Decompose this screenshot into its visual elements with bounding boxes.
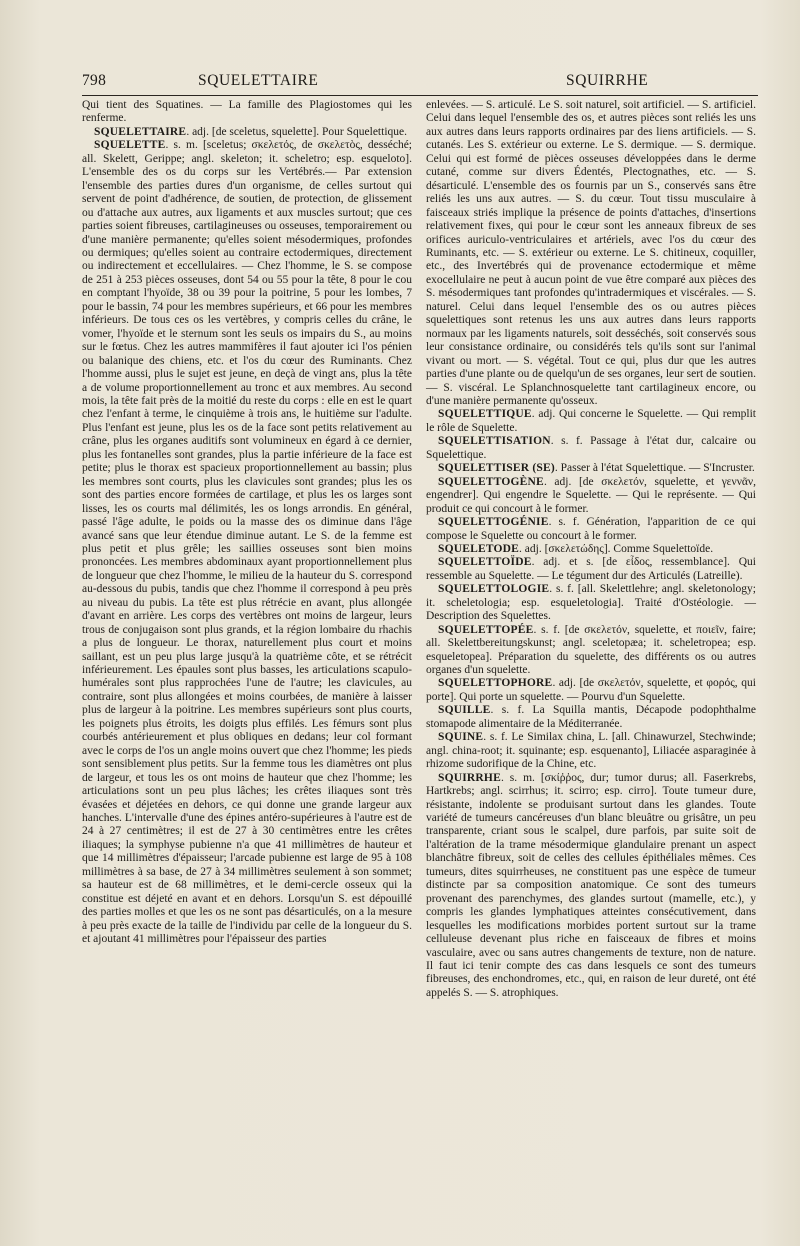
- entry-headword: SQUELETTE: [94, 139, 166, 152]
- entry-squelettologie: SQUELETTOLOGIE. s. f. [all. Skelettlehre; angl. skeletonology; it. scheletologia; esp. esqueletologia]. Traité d'Ostéologie. — Description des Squelettes.: [426, 583, 756, 623]
- entry-squelettisation: SQUELETTISATION. s. f. Passage à l'état dur, calcaire ou Squelettique.: [426, 435, 756, 461]
- entry-squelettogenie: SQUELETTOGÉNIE. s. f. Génération, l'apparition de ce qui compose le Squelette ou concourt à le former.: [426, 516, 756, 542]
- entry-headword: SQUELETTOLOGIE: [438, 583, 550, 596]
- entry-headword: SQUIRRHE: [438, 771, 501, 784]
- right-column: [426, 99, 756, 1000]
- page-number: 798: [82, 72, 107, 89]
- entry-squelettophore: SQUELETTOPHORE. adj. [de σκελετόν, squelette, et φορός, qui porte]. Qui porte un squelette. — Pourvu d'un Squelette.: [426, 677, 756, 703]
- entry-headword: SQUELETTOPÉE: [438, 623, 534, 636]
- entry-squirrhe: SQUIRRHE. s. m. [σκίῤῥος, dur; tumor durus; all. Faserkrebs, Hartkrebs; angl. scirrhus; it. scirro; esp. cirro]. Toute tumeur dure, résistante, indolente se produisant surtout dans les glandes. Toute variété de tumeurs cancéreuses d'un blanc bleuâtre ou grisâtre, un peu transparente, criant sous le scalpel, dure parfois, par suite soit de l'altération de la trame mésodermique glandulaire prenant un aspect blanchâtre fibreux, soit de celles des cellules épithéliales mêmes. Ces tumeurs, dites squirrheuses, ne constituent pas une espèce de tumeur distincte par sa composition anatomique. Ce sont des tumeurs provenant des parenchymes, des glandes surtout (mamelle, etc.), y compris les glandes lymphatiques atteintes consécutivement, dans lesquelles les modifications morbides portent surtout sur la trame celluleuse devenant plus riche en faisceaux de fibres et moins vasculaire, avec ou sans autres changements de texture, non de nature. Il faut ici tenir compte des cas dans lesquels ce sont des tumeurs fibreuses, des enchondromes, etc., qui, en raison de leur dureté, ont été appelés S. — S. atrophiques.: [426, 771, 756, 999]
- entry-headword: SQUELETODE: [438, 542, 520, 555]
- entry-headword: SQUELETTOGÉNIE: [438, 516, 549, 529]
- page-header: [82, 72, 758, 92]
- entry-squelettoide: SQUELETTOÏDE. adj. et s. [de εἶδος, ressemblance]. Qui ressemble au Squelette. — Le tégument dur des Articulés (Latreille).: [426, 556, 756, 582]
- entry-squelettopee: SQUELETTOPÉE. s. f. [de σκελετόν, squelette, et ποιεῖν, faire; all. Skelettbereitungskunst; angl. sceletopæa; it. scheletropea; esp. esqueletopea]. Préparation du squelette, des différents os ou autres organes d'un squelette.: [426, 623, 756, 677]
- entry-squille: SQUILLE. s. f. La Squilla mantis, Décapode podophthalme stomapode alimentaire de la Méditerranée.: [426, 704, 756, 730]
- header-rule: [82, 95, 758, 96]
- entry-headword: SQUELETTISATION: [438, 435, 551, 448]
- entry-squelettiser: SQUELETTISER (SE). Passer à l'état Squelettique. — S'Incruster.: [438, 462, 755, 475]
- entry-headword: SQUELETTOÏDE: [438, 556, 532, 569]
- entry-headword: SQUILLE: [438, 704, 491, 717]
- guide-word-left: SQUELETTAIRE: [198, 72, 319, 89]
- guide-word-right: SQUIRRHE: [566, 72, 649, 89]
- entry-headword: SQUELETTISER (SE): [438, 462, 555, 475]
- entry-squelettique: SQUELETTIQUE. adj. Qui concerne le Squelette. — Qui remplit le rôle de Squelette.: [426, 408, 756, 434]
- entry-squelette-continued: enlevées. — S. articulé. Le S. soit naturel, soit artificiel. — S. artificiel. Celui dans lequel l'ensemble des os, et autres pièces sont reliés les uns aux autres dans leurs rapports ordinaires par des liens artificiels. — S. cutanés. Les S. extérieur ou externe. Le S. dermique. — S. dermique. Celui qui est formé de pièces osseuses développées dans le derme cutané, comme sur divers Édentés, Plectognathes, etc. — S. désarticulé. L'ensemble des os fournis par un S., conservés sans être reliés les uns aux autres. — S. du cœur. Tout tissu musculaire à faisceaux striés implique la présence de points d'attaches, d'insertions relativement fixes, qui pour le cœur sont les anneaux fibreux de ses orifices auriculo-ventriculaires et artériels, avec l'os du cœur des Ruminants, etc. — S. extérieur ou externe. Le S. chitineux, coquiller, etc., des Invertébrés qui de provenance ectodermique et même exocellulaire ne peut à aucun point de vue être comparé aux pièces des S. mésodermiques tant profondes qu'intradermiques et viscérales. — S. naturel. Celui dans lequel l'ensemble des os ou autres pièces squelettiques sont retenus les uns aux autres dans leurs rapports normaux par les ligaments naturels, soit desséchés, soit conservés sous leur consistance ordinaire, ou considérés tels qu'ils sont sur l'animal vivant ou mort. — S. végétal. Tout ce qui, plus dur que les autres parties d'une plante ou de quelqu'un de ses organes, leur sert de soutien. — S. viscéral. Le Splanchnosquelette tant cartilagineux encore, ou d'une manière permanente qu'osseux.: [426, 99, 756, 407]
- entry-squeletode: SQUELETODE. adj. [σκελετώδης]. Comme Squelettoïde.: [438, 542, 714, 555]
- left-column: [82, 99, 412, 947]
- entry-squelette: SQUELETTE. s. m. [sceletus; σκελετός, de σκελετὸς, desséché; all. Skelett, Gerippe; angl. skeleton; it. scheletro; esp. esqueloto]. L'ensemble des os du corps sur les Vertébrés.— Par extension l'ensemble des parties dures d'un organisme, de celles surtout qui servent de point d'adhérence, de soutien, de protection, de glissement ou d'attache aux autres, aux ligaments et aux muscles surtout; que ces parties soient fibreuses, cartilagineuses ou osseuses, temporairement ou d'une manière permanente; qu'elles soient mésodermiques, profondes ou dermiques; qu'elles soient au contraire ectodermiques, directement ou indirectement et eccellulaires. — Chez l'homme, le S. se compose de 251 à 253 pièces osseuses, dont 54 ou 55 pour la tête, 8 pour le cou en comptant l'hyoïde, 38 ou 39 pour la poitrine, 5 pour les lombes, 7 pour le bassin, 74 pour les membres supérieurs, et 66 pour les membres inférieurs. De tous ces os les vertèbres, y compris celles du crâne, le vomer, l'hyoïde et le sternum sont les seuls os impairs du S., au moins sur le fœtus. Chez les autres mammifères il faut ajouter ici l'os pénien ou balanique des chiens, etc. et l'os du cœur des Ruminants. Chez l'homme aussi, plus le sujet est jeune, en deçà de vingt ans, plus la tête a de volume proportionnellement au tronc et aux membres. Au second mois, la tête fait près de la moitié du reste du corps : elle en est le quart chez l'enfant à terme, le cinquième à trois ans, le huitième sur l'adulte. Plus l'enfant est jeune, plus les os de la face sont petits relativement au crâne, plus les organes auditifs sont volumineux en égard à ce dernier, plus les fontanelles sont grandes, plus la partie inférieure de la face est petite; plus le thorax est spacieux proportionnellement au bassin; plus les membres sont courts, plus les clavicules sont grandes; plus les os sont des parties encore formées de cartilage, et plus les os larges sont lisses, les os courts mal délimités, les os longs arrondis. En général, passé l'âge adulte, le poids ou la masse des os diminue dans l'âge avancé sans que leur étendue diminue autant. Le S. de la femme est plus petit et plus grêle; les saillies osseuses sont bien moins prononcées. Les membres abdominaux ayant proportionnellement plus de longueur que chez l'homme, le milieu de la hauteur du S. correspond au-dessous du pubis, tandis que chez l'homme il correspond à peu près au niveau du pubis. La tête est plus rétrécie en avant, plus allongée d'avant en arrière. Les corps des vertèbres ont moins de largeur, leurs trous de conjugaison sont plus grands, et la région lombaire du rhachis a plus de longueur. Le thorax, naturellement plus court et moins saillant, est un peu plus large jusqu'à la quatrième côte, et se rétrécit inférieurement. Les épaules sont plus basses, les articulations scapulo-humérales sont plus rapprochées l'une de l'autre; les clavicules, au contraire, sont plus allongées et moins courbées, de manière à laisser plus de largeur à la poitrine. Les membres supérieurs sont plus courts, les poignets plus étroits, les doigts plus effilés. Les fémurs sont plus courbés antérieurement et plus obliques en dedans; leur col formant avec le corps de l'os un angle moins ouvert que chez l'homme; les pieds sont sensiblement plus petits. Sur la femme tous les diamètres ont plus de largeur, et tous les os ont moins de hauteur que chez l'homme; les articulations sont un peu plus lâches; les crêtes iliaques sont très évasées et déjetées en dehors, ce qui donne une grande largeur aux hanches. L'intervalle d'une des épines antéro-supérieures à l'autre est de 24 à 27 centimètres; il est de 27 à 30 centimètres entre les crêtes iliaques; la symphyse pubienne n'a que 41 millimètres de hauteur et que 14 millimètres d'épaisseur; l'arcade pubienne est large de 95 à 108 millimètres à sa base, de 27 à 34 millimètres seulement à son sommet; sa hauteur est de 68 millimètres, et le demi-cercle osseux qui la constitue est déjeté en avant et en dehors. Lorsqu'un S. est dépouillé des parties molles et que les os ne sont pas désarticulés, on a la mesure à peu près exacte de la taille de l'individu par celle de la longueur du S. et ajoutant 41 millimètres pour l'épaisseur des parties: [82, 139, 412, 946]
- entry-headword: SQUELETTOPHORE: [438, 677, 553, 690]
- entry-headword: SQUINE: [438, 731, 484, 744]
- entry-squelettogene: SQUELETTOGÈNE. adj. [de σκελετόν, squelette, et γεννᾶν, engendrer]. Qui engendre le Squelette. — Qui le représente. — Qui produit ce qui concourt à le former.: [426, 475, 756, 515]
- entry-headword: SQUELETTAIRE: [94, 125, 187, 138]
- entry-headword: SQUELETTIQUE: [438, 408, 532, 421]
- entry-headword: SQUELETTOGÈNE: [438, 475, 544, 488]
- entry-continuation: Qui tient des Squatines. — La famille des Plagiostomes qui les renferme.: [82, 99, 412, 125]
- entry-squine: SQUINE. s. f. Le Similax china, L. [all. Chinawurzel, Stechwinde; angl. china-root; it. squinante; esp. esquenanto], Liliacée asparaginée à rhizome sudorifique de la Chine, etc.: [426, 731, 756, 771]
- entry-squelettaire: SQUELETTAIRE. adj. [de sceletus, squelette]. Pour Squelettique.: [94, 125, 407, 138]
